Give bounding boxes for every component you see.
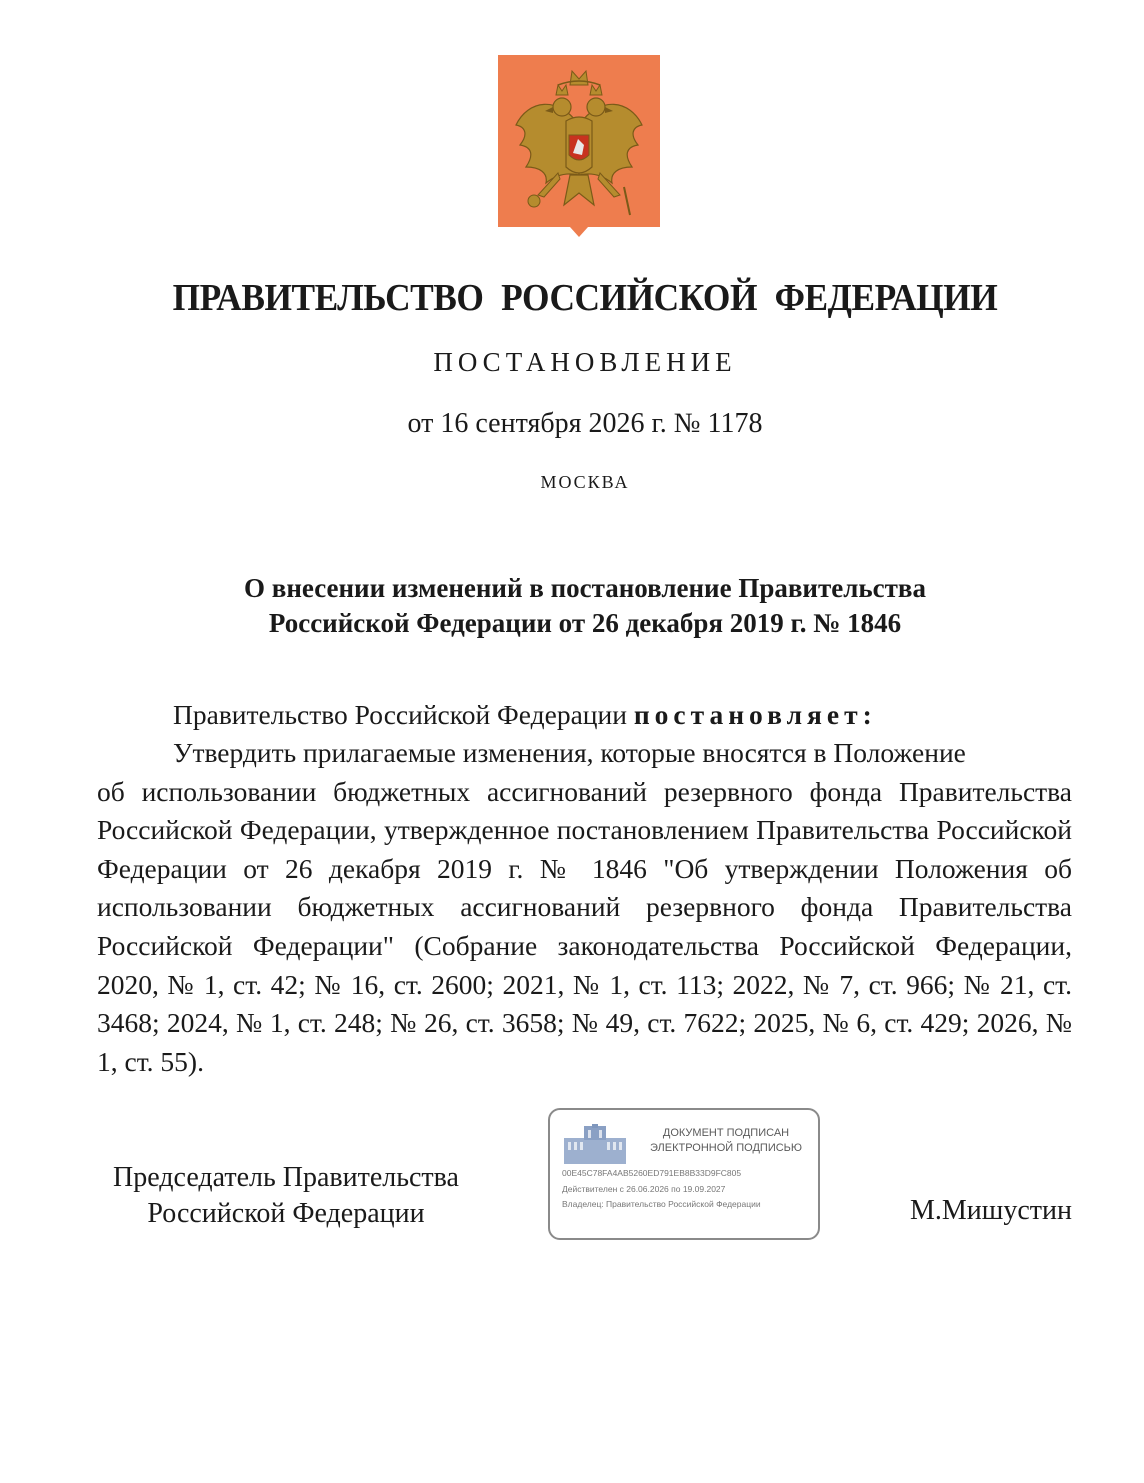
resolution-paragraph bbox=[97, 734, 1072, 1081]
paragraph-rest: об использовании бюджетных ассигнований резервного фонда Правительства Российской Федерации, утвержденное постановлением Правительства Российской Федерации от 26 декабря 2019 г. № 1846 "Об утверждении Положения об использовании бюджетных ассигнований резервного фонда Правительства Российской Федерации" (Собрание законодательства Российской Федерации, 2020, № 1, ст. 42; № 16, ст. 2600; 2021, № 1, ст. 113; 2022, № 7, ст. 966; № 21, ст. 3468; 2024, № 1, ст. 248; № 26, ст. 3658; № 49, ст. 7622; 2025, № 6, ст. 429; 2026, № 1, ст. 55). bbox=[97, 775, 1072, 1077]
government-building-icon bbox=[564, 1124, 626, 1164]
document-type: ПОСТАНОВЛЕНИЕ bbox=[433, 347, 737, 377]
document-date-number: от 16 сентября 2026 г. № 1178 bbox=[407, 408, 763, 439]
signatory-position bbox=[97, 1160, 475, 1232]
intro-text: Правительство Российской Федерации bbox=[173, 699, 634, 730]
coat-of-arms-icon bbox=[498, 55, 660, 240]
stamp-title-line-1: ДОКУМЕНТ ПОДПИСАН bbox=[662, 1127, 790, 1139]
position-line-2: Российской Федерации bbox=[147, 1198, 425, 1229]
resolution-intro bbox=[97, 696, 1072, 735]
electronic-signature-stamp bbox=[548, 1108, 820, 1240]
document-heading-line-2: Российской Федерации от 26 декабря 2019 г. № 1846 bbox=[268, 608, 902, 638]
government-title: ПРАВИТЕЛЬСТВО РОССИЙСКОЙ ФЕДЕРАЦИИ bbox=[172, 277, 998, 319]
intro-verb: постановляет: bbox=[633, 699, 877, 730]
signatory-name: М.Мишустин bbox=[910, 1195, 1072, 1226]
stamp-validity: Действителен с 26.06.2026 по 19.09.2027 bbox=[562, 1184, 726, 1194]
document-city: МОСКВА bbox=[540, 472, 630, 492]
paragraph-first-line: Утвердить прилагаемые изменения, которые вносятся в Положение bbox=[173, 737, 966, 768]
position-line-1: Председатель Правительства bbox=[113, 1162, 459, 1193]
stamp-title bbox=[636, 1126, 816, 1156]
stamp-title-line-2: ЭЛЕКТРОННОЙ ПОДПИСЬЮ bbox=[649, 1142, 803, 1154]
document-heading-line-1: О внесении изменений в постановление Правительства bbox=[244, 573, 926, 603]
stamp-certificate: 00E45C78FA4AB5260ED791EB8B33D9FC805 bbox=[562, 1168, 742, 1178]
stamp-owner: Владелец: Правительство Российской Федерации bbox=[562, 1199, 761, 1209]
